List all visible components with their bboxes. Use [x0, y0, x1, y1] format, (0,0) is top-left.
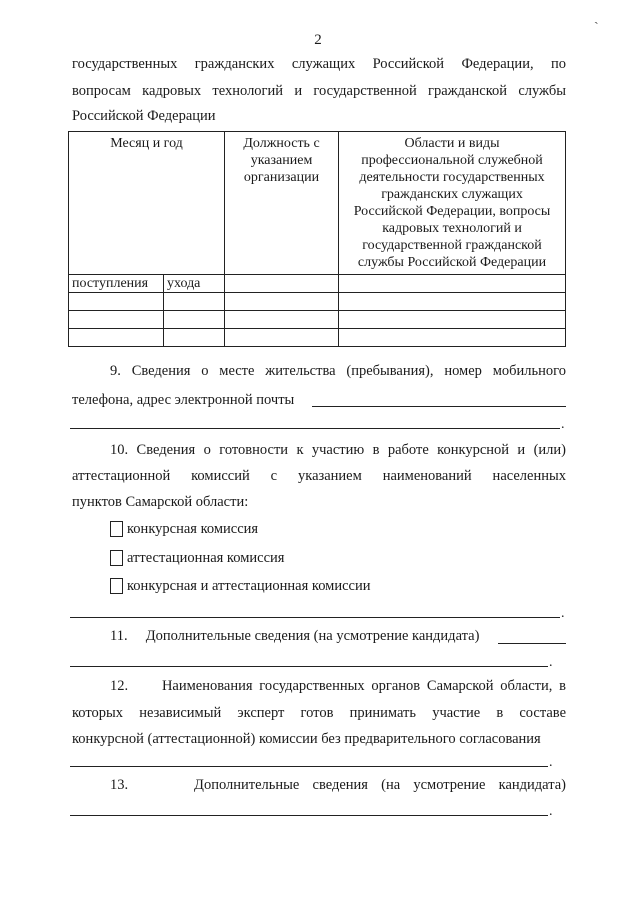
- item12-fill-line[interactable]: [70, 766, 548, 767]
- item9-fill-line-2[interactable]: [70, 428, 560, 429]
- option-checkbox-attestation[interactable]: [110, 550, 123, 566]
- option-checkbox-both[interactable]: [110, 578, 123, 594]
- item12-line1: 12. Наименования государственных органов Самарской области, в: [110, 678, 566, 694]
- header-position-line: указанием: [250, 153, 313, 168]
- item11-fill-line-2[interactable]: [70, 666, 548, 667]
- option-label: конкурсная комиссия: [127, 521, 259, 537]
- item13-period: .: [549, 804, 553, 819]
- header-areas-line: Российской Федерации, вопросы: [353, 204, 551, 219]
- header-position: [225, 132, 339, 275]
- work-history-table: [68, 131, 566, 347]
- header-areas: [339, 132, 566, 275]
- option-checkbox-competition[interactable]: [110, 521, 123, 537]
- item11-line1: 11. Дополнительные сведения (на усмотрение кандидата): [110, 628, 480, 644]
- corner-mark: ˎ: [594, 10, 599, 25]
- header-areas-line: гражданских служащих: [381, 187, 523, 202]
- page-number: 2: [314, 32, 322, 48]
- header-areas-line: профессиональной служебной: [361, 153, 543, 168]
- header-position-line: Должность с: [243, 136, 320, 151]
- table-cell[interactable]: [69, 311, 164, 329]
- option-label: аттестационная комиссия: [127, 550, 285, 566]
- item12-line2: которых независимый эксперт готов принимать участие в составе: [72, 705, 566, 721]
- table-cell[interactable]: [225, 275, 339, 293]
- item9-fill-line[interactable]: [312, 406, 566, 407]
- item9-period: .: [561, 417, 565, 432]
- item13-line1: 13. Дополнительные сведения (на усмотрение кандидата): [110, 777, 566, 793]
- item9-line2: телефона, адрес электронной почты: [72, 392, 295, 408]
- item11-fill-line[interactable]: [498, 643, 566, 644]
- option-label: конкурсная и аттестационная комиссии: [127, 578, 371, 594]
- intro-line-1: государственных гражданских служащих Российской Федерации, по: [72, 56, 566, 72]
- header-areas-line: Области и виды: [404, 136, 500, 151]
- table-cell[interactable]: [164, 293, 225, 311]
- subheader-exit: ухода: [164, 275, 225, 293]
- table-cell[interactable]: [225, 311, 339, 329]
- item11-period: .: [549, 655, 553, 670]
- subheader-entry: поступления: [69, 275, 164, 293]
- item10-period: .: [561, 606, 565, 621]
- table-row: [69, 329, 566, 347]
- item12-period: .: [549, 755, 553, 770]
- table-cell[interactable]: [164, 311, 225, 329]
- item13-fill-line[interactable]: [70, 815, 548, 816]
- table-cell[interactable]: [339, 275, 566, 293]
- header-areas-line: кадровых технологий и: [382, 221, 522, 236]
- item12-line3: конкурсной (аттестационной) комиссии без предварительного согласования: [72, 731, 541, 747]
- header-areas-line: службы Российской Федерации: [357, 255, 547, 270]
- item10-line1: 10. Сведения о готовности к участию в работе конкурсной и (или): [110, 442, 566, 458]
- table-row: [69, 311, 566, 329]
- intro-line-2: вопросам кадровых технологий и государственной гражданской службы: [72, 83, 566, 99]
- table-cell[interactable]: [69, 293, 164, 311]
- table-row: [69, 293, 566, 311]
- table-cell[interactable]: [339, 329, 566, 347]
- table-cell[interactable]: [69, 329, 164, 347]
- table-cell[interactable]: [225, 293, 339, 311]
- table-cell[interactable]: [339, 293, 566, 311]
- intro-line-3: Российской Федерации: [72, 108, 216, 124]
- table-cell[interactable]: [164, 329, 225, 347]
- item10-fill-line[interactable]: [70, 617, 560, 618]
- header-position-line: организации: [243, 170, 320, 185]
- table-cell[interactable]: [225, 329, 339, 347]
- header-areas-line: деятельности государственных: [359, 170, 545, 185]
- item10-line3: пунктов Самарской области:: [72, 494, 249, 510]
- table-cell[interactable]: [339, 311, 566, 329]
- header-month-year: Месяц и год: [69, 132, 225, 275]
- header-areas-line: государственной гражданской: [362, 238, 542, 253]
- item9-line1: 9. Сведения о месте жительства (пребывания), номер мобильного: [110, 363, 566, 379]
- item10-line2: аттестационной комиссий с указанием наименований населенных: [72, 468, 566, 484]
